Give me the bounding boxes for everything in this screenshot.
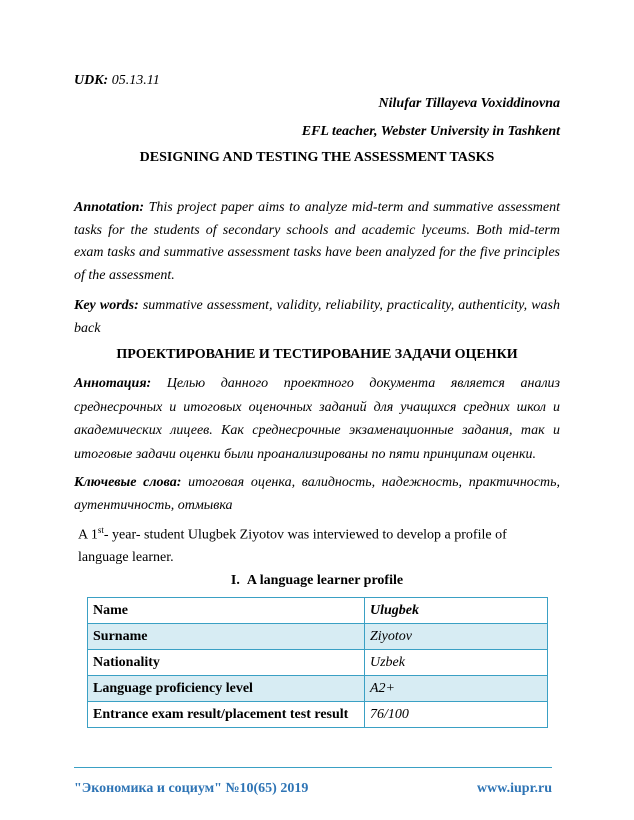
footer-divider (74, 767, 552, 768)
keywords-en (74, 295, 560, 340)
author-name: Nilufar Tillayeva Voxiddinovna (378, 96, 560, 111)
intro-text-end: - year- student Ulugbek Ziyotov was interviewed to develop a profile of language learner. (78, 527, 507, 566)
intro-superscript: st (97, 525, 104, 535)
title-ru: ПРОЕКТИРОВАНИЕ И ТЕСТИРОВАНИЕ ЗАДАЧИ ОЦЕНКИ (116, 347, 518, 362)
table-row (88, 624, 548, 650)
footer-journal: "Экономика и социум" №10(65) 2019 (74, 781, 309, 796)
keywords-ru-label: Ключевые слова: (74, 475, 182, 490)
section-title: A language learner profile (246, 573, 404, 588)
title-en: DESIGNING AND TESTING THE ASSESSMENT TASKS (139, 150, 495, 165)
table-cell-label: Surname (88, 624, 365, 650)
table-row (88, 650, 548, 676)
table-cell-value: Ziyotov (365, 624, 548, 650)
annotation-ru-label: Аннотация: (74, 376, 152, 391)
intro-text-start: A 1 (78, 527, 98, 543)
annotation-en (74, 197, 560, 287)
table-cell-value: A2+ (365, 676, 548, 702)
table-cell-label: Nationality (88, 650, 365, 676)
annotation-en-text: This project paper aims to analyze mid-term and summative assessment tasks for the students of secondary schools and academic lyceums. Both mid-term exam tasks and summative assessment tasks have been analyzed for the five principles of the assessment. (74, 200, 561, 283)
footer-website[interactable]: www.iupr.ru (477, 781, 552, 796)
table-cell-value: 76/100 (365, 702, 548, 728)
udk-label: UDK: (74, 73, 109, 88)
annotation-en-label: Annotation: (74, 200, 145, 215)
learner-profile-table (87, 597, 548, 728)
keywords-ru-text: итоговая оценка, валидность, надежность, практичность, аутентичность, отмывка (74, 475, 560, 513)
table-cell-label: Language proficiency level (88, 676, 365, 702)
udk-line (74, 73, 160, 89)
udk-value: 05.13.11 (111, 73, 160, 88)
section-number: I. (230, 573, 240, 588)
annotation-ru-text: Целью данного проектного документа является анализ среднесрочных и итоговых оценочных заданий для учащихся средних школ и академических лицеев. Как среднесрочные экзаменационные задания, так и итоговые задачи оценки были проанализированы по пяти принципам оценки. (74, 376, 561, 462)
table-row (88, 702, 548, 728)
keywords-en-text: summative assessment, validity, reliability, practicality, authenticity, wash back (74, 298, 560, 336)
keywords-ru (74, 472, 560, 517)
table-row (88, 676, 548, 702)
table-cell-value: Uzbek (365, 650, 548, 676)
author-position: EFL teacher, Webster University in Tashkent (301, 124, 560, 139)
table-cell-value: Ulugbek (365, 598, 548, 624)
section-heading (74, 573, 560, 589)
keywords-en-label: Key words: (74, 298, 139, 313)
intro-paragraph (74, 519, 560, 570)
table-row (88, 598, 548, 624)
annotation-ru (74, 372, 560, 466)
table-cell-label: Entrance exam result/placement test result (88, 702, 365, 728)
table-cell-label: Name (88, 598, 365, 624)
